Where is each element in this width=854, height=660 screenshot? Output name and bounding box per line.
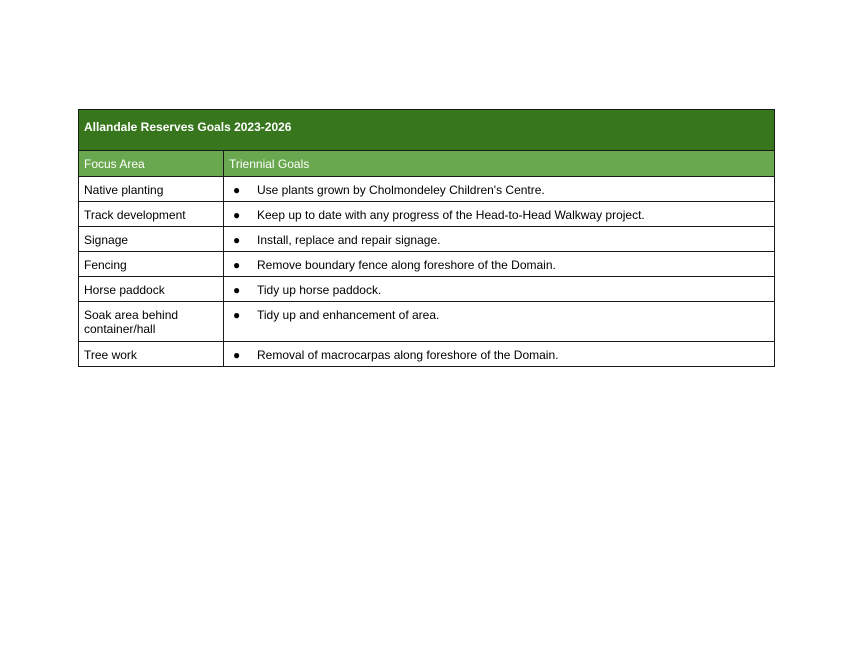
goal-text: Tidy up and enhancement of area. (257, 308, 440, 322)
header-focus-area: Focus Area (79, 151, 224, 177)
focus-area-cell: Horse paddock (79, 277, 224, 302)
focus-area-cell: Fencing (79, 252, 224, 277)
table-row (79, 177, 775, 202)
table-row (79, 342, 775, 367)
focus-area-cell: Soak area behind container/hall (79, 302, 224, 342)
goal-text: Removal of macrocarpas along foreshore of the Domain. (257, 348, 559, 362)
bullet-icon: ● (233, 233, 241, 247)
table-row (79, 252, 775, 277)
bullet-icon: ● (233, 183, 241, 197)
goal-text: Keep up to date with any progress of the Head-to-Head Walkway project. (257, 208, 645, 222)
goals-table (78, 109, 775, 367)
table-header-row (79, 151, 775, 177)
goal-text: Remove boundary fence along foreshore of the Domain. (257, 258, 556, 272)
table-title-row (79, 110, 775, 151)
bullet-icon: ● (233, 348, 241, 362)
table-row (79, 202, 775, 227)
goal-text: Tidy up horse paddock. (257, 283, 382, 297)
goal-cell (224, 342, 775, 367)
goal-cell (224, 252, 775, 277)
table-row (79, 302, 775, 342)
header-triennial-goals: Triennial Goals (224, 151, 775, 177)
goal-cell (224, 202, 775, 227)
table-title: Allandale Reserves Goals 2023-2026 (79, 110, 775, 151)
goal-cell (224, 277, 775, 302)
goal-cell (224, 177, 775, 202)
focus-area-cell: Tree work (79, 342, 224, 367)
focus-area-cell: Signage (79, 227, 224, 252)
bullet-icon: ● (233, 258, 241, 272)
goal-text: Install, replace and repair signage. (257, 233, 441, 247)
goal-cell (224, 227, 775, 252)
goal-cell (224, 302, 775, 342)
bullet-icon: ● (233, 208, 241, 222)
goal-text: Use plants grown by Cholmondeley Children's Centre. (257, 183, 545, 197)
table-row (79, 227, 775, 252)
focus-area-cell: Track development (79, 202, 224, 227)
focus-area-cell: Native planting (79, 177, 224, 202)
table-row (79, 277, 775, 302)
bullet-icon: ● (233, 283, 241, 297)
bullet-icon: ● (233, 308, 241, 322)
